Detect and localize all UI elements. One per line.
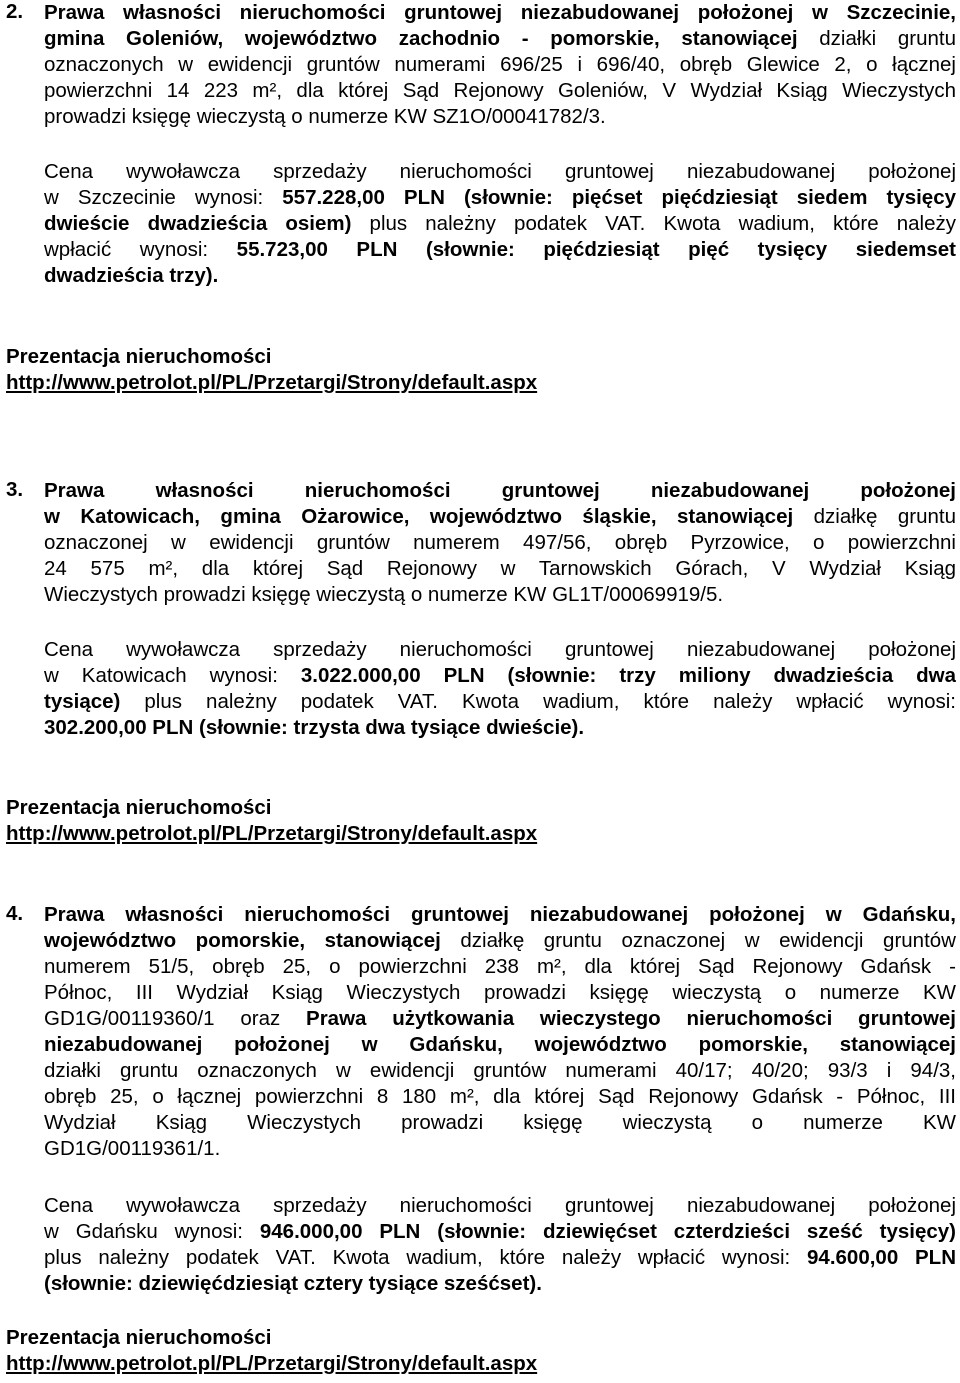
- text-line: (słownie: dziewięćdziesiąt cztery tysiące sześćset).: [44, 1272, 542, 1295]
- text-line: województwo pomorskie, stanowiącej działkę gruntu oznaczonej w ewidencji gruntów: [44, 929, 956, 952]
- presentation-block: [6, 344, 956, 396]
- text-line: 24 575 m², dla której Sąd Rejonowy w Tarnowskich Górach, V Wydział Ksiąg: [44, 557, 956, 580]
- section-2-price: [6, 159, 956, 289]
- section-2-description: [6, 0, 956, 130]
- text-line: GD1G/00119360/1 oraz Prawa użytkowania wieczystego nieruchomości gruntowej: [44, 1007, 956, 1030]
- text-line: Cena wywoławcza sprzedaży nieruchomości gruntowej niezabudowanej położonej: [44, 638, 956, 661]
- text-line: Wydział Ksiąg Wieczystych prowadzi księgę wieczystą o numerze KW: [44, 1111, 956, 1134]
- text-line: niezabudowanej położonej w Gdańsku, województwo pomorskie, stanowiącej: [44, 1033, 956, 1056]
- text-line: dwadzieścia trzy).: [44, 264, 219, 287]
- text-line: w Katowicach wynosi: 3.022.000,00 PLN (słownie: trzy miliony dwadzieścia dwa: [44, 664, 956, 687]
- text-line: Cena wywoławcza sprzedaży nieruchomości gruntowej niezabudowanej położonej: [44, 160, 956, 183]
- section-number: 4.: [6, 902, 24, 925]
- text-line: gmina Goleniów, województwo zachodnio - pomorskie, stanowiącej działki gruntu: [44, 27, 956, 50]
- text-line: Północ, III Wydział Ksiąg Wieczystych prowadzi księgę wieczystą o numerze KW: [44, 981, 956, 1004]
- presentation-link[interactable]: http://www.petrolot.pl/PL/Przetargi/Strony/default.aspx: [6, 1352, 538, 1375]
- text-line: obręb 25, o łącznej powierzchni 8 180 m², dla której Sąd Rejonowy Gdańsk - Północ, III: [44, 1085, 956, 1108]
- presentation-title: Prezentacja nieruchomości: [6, 345, 272, 368]
- presentation-block: [6, 1325, 956, 1377]
- text-line: Prawa własności nieruchomości gruntowej niezabudowanej położonej w Szczecinie,: [44, 1, 956, 24]
- text-line: plus należny podatek VAT. Kwota wadium, które należy wpłacić wynosi: 94.600,00 PLN: [44, 1246, 956, 1269]
- text-line: 302.200,00 PLN (słownie: trzysta dwa tysiące dwieście).: [44, 716, 585, 739]
- text-line: działki gruntu oznaczonych w ewidencji gruntów numerami 40/17; 40/20; 93/3 i 94/3,: [44, 1059, 956, 1082]
- text-line: prowadzi księgę wieczystą o numerze KW SZ1O/00041782/3.: [44, 105, 606, 128]
- text-line: w Szczecinie wynosi: 557.228,00 PLN (słownie: pięćset pięćdziesiąt siedem tysięcy: [44, 186, 956, 209]
- section-number: 2.: [6, 0, 24, 23]
- text-line: Wieczystych prowadzi księgę wieczystą o numerze KW GL1T/00069919/5.: [44, 583, 724, 606]
- text-line: tysiące) plus należny podatek VAT. Kwota wadium, które należy wpłacić wynosi:: [44, 690, 956, 713]
- text-line: wpłacić wynosi: 55.723,00 PLN (słownie: pięćdziesiąt pięć tysięcy siedemset: [44, 238, 956, 261]
- text-line: powierzchni 14 223 m², dla której Sąd Rejonowy Goleniów, V Wydział Ksiąg Wieczystych: [44, 79, 956, 102]
- section-3-description: [6, 478, 956, 608]
- text-line: numerem 51/5, obręb 25, o powierzchni 238 m², dla której Sąd Rejonowy Gdańsk -: [44, 955, 956, 978]
- text-line: w Katowicach, gmina Ożarowice, województwo śląskie, stanowiącej działkę gruntu: [44, 505, 956, 528]
- text-line: Prawa własności nieruchomości gruntowej niezabudowanej położonej w Gdańsku,: [44, 903, 956, 926]
- presentation-title: Prezentacja nieruchomości: [6, 796, 272, 819]
- section-4-description: [6, 902, 956, 1162]
- section-4-price: [6, 1193, 956, 1297]
- text-line: GD1G/00119361/1.: [44, 1137, 221, 1160]
- presentation-link[interactable]: http://www.petrolot.pl/PL/Przetargi/Strony/default.aspx: [6, 822, 538, 845]
- section-3-price: [6, 637, 956, 741]
- presentation-link[interactable]: http://www.petrolot.pl/PL/Przetargi/Strony/default.aspx: [6, 371, 538, 394]
- text-line: Cena wywoławcza sprzedaży nieruchomości gruntowej niezabudowanej położonej: [44, 1194, 956, 1217]
- text-line: Prawa własności nieruchomości gruntowej niezabudowanej położonej: [44, 479, 956, 502]
- section-number: 3.: [6, 478, 24, 501]
- text-line: dwieście dwadzieścia osiem) plus należny podatek VAT. Kwota wadium, które należy: [44, 212, 956, 235]
- text-line: oznaczonej w ewidencji gruntów numerem 497/56, obręb Pyrzowice, o powierzchni: [44, 531, 956, 554]
- presentation-block: [6, 795, 956, 847]
- text-line: w Gdańsku wynosi: 946.000,00 PLN (słownie: dziewięćset czterdzieści sześć tysięcy): [44, 1220, 956, 1243]
- presentation-title: Prezentacja nieruchomości: [6, 1326, 272, 1349]
- text-line: oznaczonych w ewidencji gruntów numerami 696/25 i 696/40, obręb Glewice 2, o łącznej: [44, 53, 956, 76]
